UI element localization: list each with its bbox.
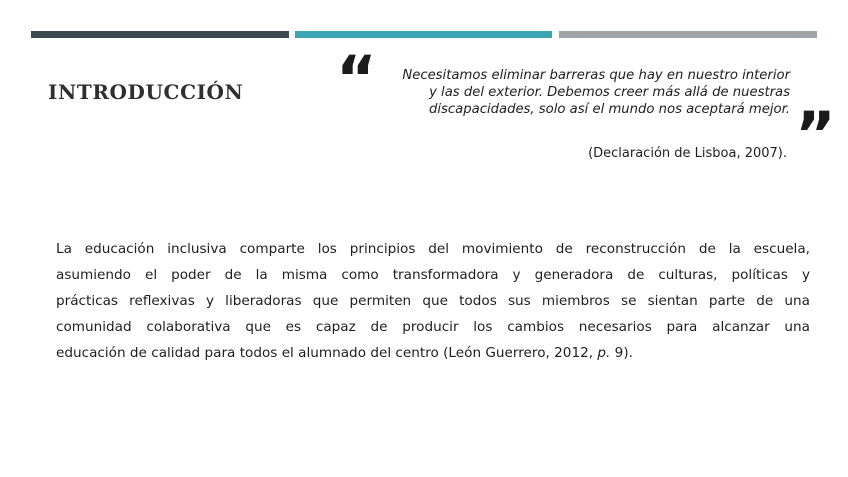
slide-title: INTRODUCCIÓN [48, 80, 244, 104]
page-abbreviation: p. [597, 345, 611, 361]
body-line: asumiendo el poder de la misma como transformadora y generadora de culturas, políticas y [56, 267, 810, 283]
body-line: La educación inclusiva comparte los principios del movimiento de reconstrucción de la escuela, [56, 241, 810, 257]
quote-citation: (Declaración de Lisboa, 2007). [588, 146, 787, 161]
body-line-last [56, 340, 810, 366]
quote-text [372, 67, 790, 118]
body-line: prácticas reflexivas y liberadoras que permiten que todos sus miembros se sientan parte de una [56, 293, 810, 309]
top-accent-bar-gray [559, 31, 817, 38]
quote-line: y las del exterior. Debemos creer más allá de nuestras [429, 85, 790, 100]
body-line: comunidad colaborativa que es capaz de producir los cambios necesarios para alcanzar una [56, 319, 810, 335]
top-accent-bar-dark [31, 31, 289, 38]
body-paragraph [56, 236, 810, 366]
body-text-segment: 9). [610, 345, 633, 361]
quote-line: Necesitamos eliminar barreras que hay en nuestro interior [402, 68, 790, 83]
body-text-segment: educación de calidad para todos el alumnado del centro (León Guerrero, 2012, [56, 345, 598, 361]
close-quote-icon: ” [795, 98, 836, 171]
open-quote-icon: “ [336, 42, 377, 115]
top-accent-bar-teal [295, 31, 552, 38]
quote-line: discapacidades, solo así el mundo nos aceptará mejor. [429, 102, 790, 117]
